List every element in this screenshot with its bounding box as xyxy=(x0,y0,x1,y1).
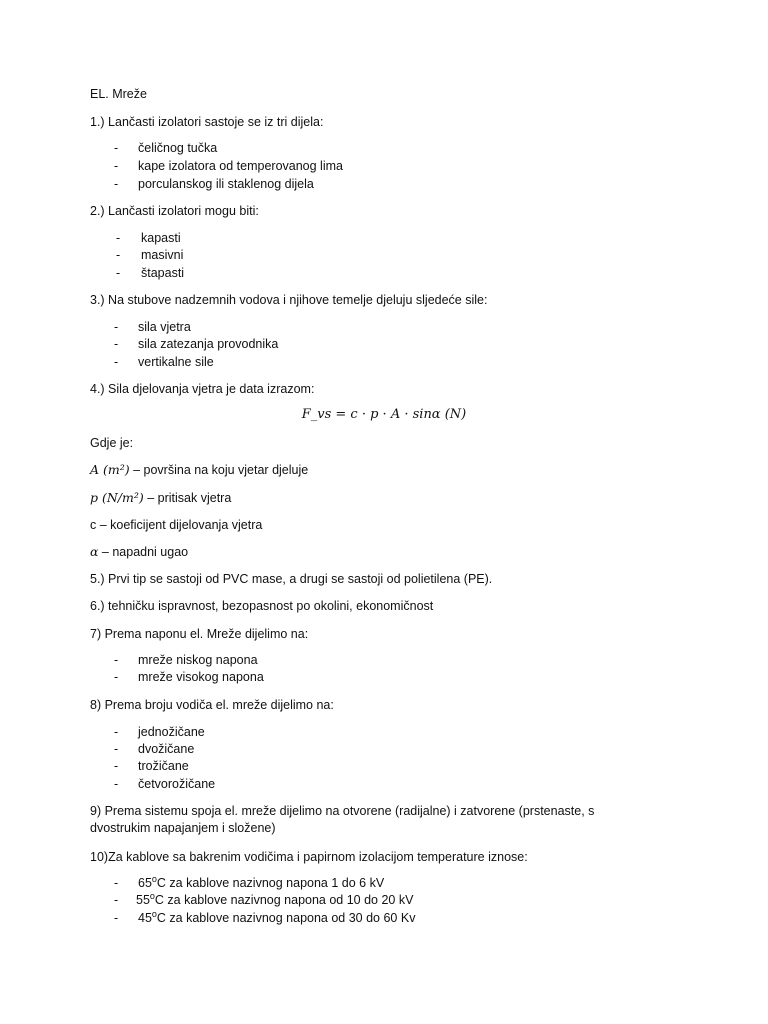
q9-text: 9) Prema sistemu spoja el. mreže dijelimo na otvorene (radijalne) i zatvorene (prstenaste, s dvostrukim napajanjem i složene) xyxy=(90,804,595,835)
q1-item: čeličnog tučka xyxy=(138,141,218,155)
q10-item xyxy=(138,875,384,891)
q10-item xyxy=(136,892,413,908)
q3-item: sila zatezanja provodnika xyxy=(138,337,279,351)
q1-heading: 1.) Lančasti izolatori sastoje se iz tri dijela: xyxy=(90,115,324,129)
definition-angle xyxy=(90,544,188,560)
definition-symbol: p (N/m²) xyxy=(90,490,144,505)
q7-item: mreže visokog napona xyxy=(138,670,264,684)
q5-text: 5.) Prvi tip se sastoji od PVC mase, a drugi se sastoji od polietilena (PE). xyxy=(90,572,493,586)
q2-item: kapasti xyxy=(141,231,181,245)
definition-text: – napadni ugao xyxy=(98,545,189,559)
definition-text: – površina na koju vjetar djeluje xyxy=(129,463,309,477)
q6-text: 6.) tehničku ispravnost, bezopasnost po okolini, ekonomičnost xyxy=(90,599,434,613)
bullet: - xyxy=(114,777,119,791)
temperature-value: 45 xyxy=(138,911,152,925)
definition-symbol: c xyxy=(90,518,97,532)
q3-heading: 3.) Na stubove nadzemnih vodova i njihove temelje djeluju sljedeće sile: xyxy=(90,293,488,307)
q1-item: porculanskog ili staklenog dijela xyxy=(138,177,314,191)
definition-symbol: α xyxy=(90,544,99,559)
bullet: - xyxy=(114,725,119,739)
q10-item xyxy=(138,910,415,926)
bullet: - xyxy=(114,876,119,890)
q4-heading: 4.) Sila djelovanja vjetra je data izrazom: xyxy=(90,382,315,396)
bullet: - xyxy=(114,320,119,334)
bullet: - xyxy=(116,231,121,245)
q1-item: kape izolatora od temperovanog lima xyxy=(138,159,343,173)
temperature-unit: C xyxy=(154,893,164,907)
bullet: - xyxy=(114,670,119,684)
definition-text: – koeficijent dijelovanja vjetra xyxy=(96,518,263,532)
q10-item-text: za kablove nazivnog napona od 30 do 60 Kv xyxy=(165,911,416,925)
bullet: - xyxy=(114,177,119,191)
bullet: - xyxy=(114,893,119,907)
bullet: - xyxy=(114,653,119,667)
bullet: - xyxy=(116,248,121,262)
q10-item-text: za kablove nazivnog napona 1 do 6 kV xyxy=(165,876,385,890)
document-title: EL. Mreže xyxy=(90,87,147,101)
q2-item: štapasti xyxy=(141,266,185,280)
temperature-unit: C xyxy=(156,911,166,925)
where-label: Gdje je: xyxy=(90,436,134,450)
q8-item: trožičane xyxy=(138,759,189,773)
q8-item: dvožičane xyxy=(138,742,195,756)
bullet: - xyxy=(114,742,119,756)
q10-item-text: za kablove nazivnog napona od 10 do 20 kV xyxy=(163,893,414,907)
q7-item: mreže niskog napona xyxy=(138,653,258,667)
definition-text: – pritisak vjetra xyxy=(143,491,232,505)
degree-symbol: o xyxy=(151,873,157,884)
bullet: - xyxy=(114,759,119,773)
q3-item: sila vjetra xyxy=(138,320,191,334)
q8-heading: 8) Prema broju vodiča el. mreže dijelimo na: xyxy=(90,698,334,712)
bullet: - xyxy=(114,337,119,351)
wind-force-formula: F_vs = c · p · A · sinα (N) xyxy=(301,407,467,422)
definition-area xyxy=(90,462,308,478)
bullet: - xyxy=(116,266,121,280)
q10-heading: 10)Za kablove sa bakrenim vodičima i papirnom izolacijom temperature iznose: xyxy=(90,850,528,864)
bullet: - xyxy=(114,355,119,369)
degree-symbol: o xyxy=(149,890,155,901)
q2-item: masivni xyxy=(141,248,184,262)
bullet: - xyxy=(114,911,119,925)
q8-item: jednožičane xyxy=(138,725,205,739)
definition-symbol: A (m²) xyxy=(90,462,130,477)
bullet: - xyxy=(114,141,119,155)
definition-coefficient xyxy=(90,517,262,533)
temperature-value: 55 xyxy=(136,893,150,907)
bullet: - xyxy=(114,159,119,173)
q3-item: vertikalne sile xyxy=(138,355,214,369)
q8-item: četvorožičane xyxy=(138,777,216,791)
q2-heading: 2.) Lančasti izolatori mogu biti: xyxy=(90,204,259,218)
definition-pressure xyxy=(90,490,231,506)
temperature-unit: C xyxy=(156,876,166,890)
q7-heading: 7) Prema naponu el. Mreže dijelimo na: xyxy=(90,627,309,641)
temperature-value: 65 xyxy=(138,876,152,890)
degree-symbol: o xyxy=(151,908,157,919)
